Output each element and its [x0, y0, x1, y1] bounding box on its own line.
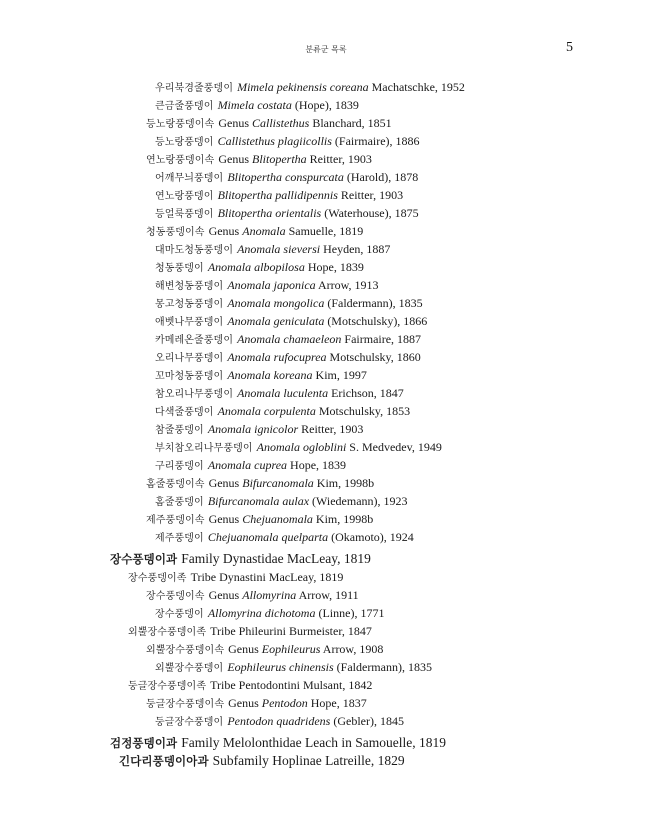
korean-name: 다색줄풍뎅이	[155, 407, 214, 418]
korean-name: 오리나무풍뎅이	[155, 353, 224, 364]
list-item	[155, 348, 421, 366]
authority: Samuelle, 1819	[285, 224, 364, 238]
authority: (Hope), 1839	[291, 98, 359, 112]
authority: Reitter, 1903	[298, 422, 364, 436]
korean-name: 장수풍뎅이과	[110, 552, 178, 566]
korean-name: 둥글장수풍뎅이속	[146, 699, 225, 710]
scientific-name: Anomala mongolica	[227, 296, 325, 310]
scientific-name: Pentodon	[261, 696, 308, 710]
korean-name: 연노랑풍뎅이속	[146, 155, 215, 166]
authority: Hope, 1837	[307, 696, 367, 710]
family-heading: 장수풍뎅이과 Family Dynastidae MacLeay, 1819	[110, 551, 371, 566]
korean-name: 긴다리풍뎅이아과	[119, 754, 209, 768]
list-item	[155, 294, 423, 312]
list-item	[155, 312, 427, 330]
korean-name: 홈줄풍뎅이속	[146, 479, 205, 490]
scientific-name: Callistethus	[252, 116, 310, 130]
korean-name: 참오리나무풍뎅이	[155, 389, 234, 400]
scientific-name: Anomala cuprea	[207, 458, 288, 472]
authority: Arrow, 1911	[296, 588, 359, 602]
korean-name: 등노랑풍뎅이속	[146, 119, 215, 130]
scientific-name: Mimela costata	[217, 98, 292, 112]
scientific-name: Anomala sieversi	[237, 242, 321, 256]
list-item: 둥글장수풍뎅이속 Genus Pentodon Hope, 1837	[146, 696, 367, 710]
korean-name: 부치참오리나무풍뎅이	[155, 443, 253, 454]
list-item: 둥글장수풍뎅이족 Tribe Pentodontini Mulsant, 1842	[128, 678, 373, 692]
authority: Reitter, 1903	[337, 188, 404, 202]
korean-name: 구리풍뎅이	[155, 461, 204, 472]
list-item: 장수풍뎅이속 Genus Allomyrina Arrow, 1911	[146, 588, 359, 602]
authority: (Okamoto), 1924	[328, 530, 414, 544]
authority: Kim, 1998b	[312, 512, 374, 526]
korean-name: 애벳나무풍뎅이	[155, 317, 224, 328]
list-item	[155, 96, 359, 114]
scientific-name: Anomala geniculata	[227, 314, 325, 328]
list-item	[155, 384, 404, 402]
scientific-name: Anomala japonica	[227, 278, 316, 292]
scientific-name: Blitopertha	[252, 152, 307, 166]
scientific-name: Mimela pekinensis coreana	[237, 80, 369, 94]
authority: (Fairmaire), 1886	[331, 134, 420, 148]
authority: (Linne), 1771	[315, 606, 385, 620]
korean-name: 등노랑풍뎅이	[155, 137, 214, 148]
korean-name: 외뿔장수풍뎅이족	[128, 627, 207, 638]
scientific-name: Anomala chamaeleon	[237, 332, 342, 346]
scientific-name: Blitopertha pallidipennis	[217, 188, 338, 202]
list-item	[155, 604, 384, 622]
authority: (Wiedemann), 1923	[309, 494, 408, 508]
authority: Blanchard, 1851	[309, 116, 392, 130]
korean-name: 카메레온줄풍뎅이	[155, 335, 234, 346]
list-item	[155, 240, 390, 258]
authority: Arrow, 1908	[320, 642, 384, 656]
list-item: 등노랑풍뎅이속 Genus Callistethus Blanchard, 1851	[146, 116, 392, 130]
scientific-name: Anomala luculenta	[237, 386, 329, 400]
scientific-name: Chejuanomala quelparta	[207, 530, 329, 544]
list-item	[155, 712, 404, 730]
authority: Hope, 1839	[287, 458, 347, 472]
scientific-name: Eophileurus chinensis	[227, 660, 334, 674]
korean-name: 청동풍뎅이	[155, 263, 204, 274]
scientific-name: Allomyrina	[242, 588, 297, 602]
korean-name: 외뿔장수풍뎅이	[155, 663, 224, 674]
page-number: 5	[566, 40, 573, 55]
running-head-title: 분류군 목록	[305, 45, 347, 54]
authority: (Harold), 1878	[343, 170, 419, 184]
scientific-name: Anomala	[242, 224, 286, 238]
list-item	[155, 276, 379, 294]
list-item	[155, 420, 363, 438]
korean-name: 외뿔장수풍뎅이속	[146, 645, 225, 656]
list-item	[155, 438, 442, 456]
list-item	[155, 186, 403, 204]
list-item: 외뿔장수풍뎅이족 Tribe Phileurini Burmeister, 1847	[128, 624, 372, 638]
scientific-name: Anomala ogloblini	[256, 440, 347, 454]
scientific-name: Eophileurus	[261, 642, 321, 656]
list-item: 청동풍뎅이속 Genus Anomala Samuelle, 1819	[146, 224, 364, 238]
korean-name: 큰금줄풍뎅이	[155, 101, 214, 112]
scientific-name: Anomala rufocuprea	[227, 350, 327, 364]
scientific-name: Anomala albopilosa	[207, 260, 305, 274]
list-item	[155, 492, 408, 510]
authority: Fairmaire, 1887	[341, 332, 422, 346]
list-item: 홈줄풍뎅이속 Genus Bifurcanomala Kim, 1998b	[146, 476, 375, 490]
authority: Heyden, 1887	[320, 242, 391, 256]
korean-name: 청동풍뎅이속	[146, 227, 205, 238]
korean-name: 장수풍뎅이족	[128, 573, 187, 584]
korean-name: 참줄풍뎅이	[155, 425, 204, 436]
korean-name: 장수풍뎅이	[155, 609, 204, 620]
authority: Hope, 1839	[304, 260, 364, 274]
scientific-name: Anomala ignicolor	[207, 422, 299, 436]
authority: Motschulsky, 1860	[326, 350, 421, 364]
korean-name: 해변청동풍뎅이	[155, 281, 224, 292]
list-item	[155, 658, 432, 676]
korean-name: 둥글장수풍뎅이	[155, 717, 224, 728]
list-item	[155, 78, 465, 96]
scientific-name: Allomyrina dichotoma	[207, 606, 316, 620]
scientific-name: Blitopertha conspurcata	[227, 170, 344, 184]
korean-name: 장수풍뎅이속	[146, 591, 205, 602]
list-item: 연노랑풍뎅이속 Genus Blitopertha Reitter, 1903	[146, 152, 372, 166]
subfamily-heading: 긴다리풍뎅이아과 Subfamily Hoplinae Latreille, 1829	[119, 753, 405, 768]
family-heading: 검정풍뎅이과 Family Melolonthidae Leach in Samouelle, 1819	[110, 735, 446, 750]
korean-name: 제주풍뎅이속	[146, 515, 205, 526]
korean-name: 우리북경줄풍뎅이	[155, 83, 234, 94]
scientific-name: Anomala corpulenta	[217, 404, 316, 418]
list-item: 장수풍뎅이족 Tribe Dynastini MacLeay, 1819	[128, 570, 344, 584]
list-item	[155, 456, 346, 474]
korean-name: 몽고청동풍뎅이	[155, 299, 224, 310]
authority: Reitter, 1903	[306, 152, 372, 166]
authority: Arrow, 1913	[315, 278, 379, 292]
list-item	[155, 330, 421, 348]
korean-name: 등얼룩풍뎅이	[155, 209, 214, 220]
scientific-name: Callistethus plagiicollis	[217, 134, 332, 148]
list-item	[155, 258, 364, 276]
korean-name: 검정풍뎅이과	[110, 736, 178, 750]
list-item: 외뿔장수풍뎅이속 Genus Eophileurus Arrow, 1908	[146, 642, 384, 656]
scientific-name: Bifurcanomala aulax	[207, 494, 310, 508]
list-item	[155, 402, 410, 420]
authority: Kim, 1998b	[313, 476, 375, 490]
list-item: 제주풍뎅이속 Genus Chejuanomala Kim, 1998b	[146, 512, 374, 526]
korean-name: 꼬마청동풍뎅이	[155, 371, 224, 382]
scientific-name: Blitopertha orientalis	[217, 206, 322, 220]
korean-name: 둥글장수풍뎅이족	[128, 681, 207, 692]
authority: (Motschulsky), 1866	[324, 314, 428, 328]
list-item	[155, 528, 414, 546]
list-item	[155, 366, 367, 384]
korean-name: 연노랑풍뎅이	[155, 191, 214, 202]
scientific-name: Anomala koreana	[227, 368, 313, 382]
authority: (Faldermann), 1835	[324, 296, 423, 310]
authority: (Waterhouse), 1875	[321, 206, 419, 220]
korean-name: 제주풍뎅이	[155, 533, 204, 544]
korean-name: 어깨무늬풍뎅이	[155, 173, 224, 184]
authority: Machatschke, 1952	[368, 80, 465, 94]
authority: (Faldermann), 1835	[333, 660, 432, 674]
authority: Kim, 1997	[312, 368, 367, 382]
scientific-name: Chejuanomala	[242, 512, 313, 526]
authority: S. Medvedev, 1949	[346, 440, 442, 454]
authority: Erichson, 1847	[328, 386, 404, 400]
list-item	[155, 204, 419, 222]
scientific-name: Pentodon quadridens	[227, 714, 331, 728]
authority: Motschulsky, 1853	[315, 404, 411, 418]
scientific-name: Bifurcanomala	[242, 476, 314, 490]
authority: (Gebler), 1845	[330, 714, 404, 728]
list-item	[155, 168, 418, 186]
korean-name: 대마도청동풍뎅이	[155, 245, 234, 256]
list-item	[155, 132, 420, 150]
korean-name: 홈줄풍뎅이	[155, 497, 204, 508]
